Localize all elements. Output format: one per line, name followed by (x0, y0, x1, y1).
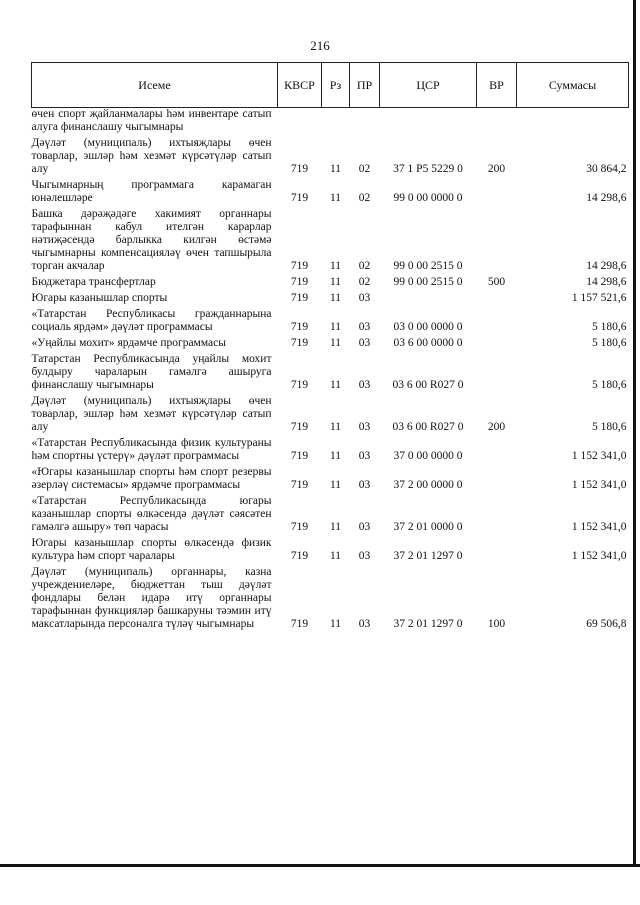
cell-vr (477, 108, 517, 138)
cell-csr: 37 0 00 0000 0 (393, 450, 463, 462)
cell-sum: 1 157 521,6 (571, 292, 627, 304)
cell-sum: 5 180,6 (592, 421, 627, 433)
cell-csr: 37 2 01 1297 0 (393, 550, 463, 562)
cell-vr (477, 292, 517, 308)
header-name: Исеме (32, 63, 278, 108)
cell-rz: 11 (329, 276, 342, 288)
budget-table (31, 62, 629, 634)
cell-kvsr: 719 (290, 163, 309, 175)
cell-kvsr: 719 (290, 521, 309, 533)
cell-kvsr: 719 (290, 337, 309, 349)
header-pr: ПР (350, 63, 380, 108)
cell-csr: 37 2 01 0000 0 (393, 521, 463, 533)
cell-csr: 37 2 00 0000 0 (393, 479, 463, 491)
cell-pr: 03 (358, 292, 371, 304)
cell-pr: 03 (358, 337, 371, 349)
table-row (32, 566, 629, 634)
table-row (32, 292, 629, 308)
cell-vr (477, 537, 517, 566)
cell-csr: 99 0 00 2515 0 (393, 276, 463, 288)
cell-pr: 02 (358, 276, 371, 288)
cell-pr: 03 (358, 521, 371, 533)
table-row (32, 208, 629, 276)
cell-kvsr: 719 (290, 260, 309, 272)
cell-kvsr: 719 (290, 321, 309, 333)
cell-csr (380, 292, 477, 308)
header-rz: Рз (322, 63, 350, 108)
cell-pr: 03 (358, 618, 371, 630)
cell-kvsr: 719 (290, 450, 309, 462)
cell-rz: 11 (329, 321, 342, 333)
cell-name: Татарстан Республикасында уңайлы мохит булдыру чараларын гамәлгә ашыруга финанслашу чыгымнары (31, 353, 272, 391)
cell-rz: 11 (329, 260, 342, 272)
cell-csr: 03 6 00 R027 0 (392, 379, 464, 391)
cell-pr: 02 (358, 260, 371, 272)
cell-csr: 37 2 01 1297 0 (393, 618, 463, 630)
table-row (32, 276, 629, 292)
cell-kvsr: 719 (290, 550, 309, 562)
cell-vr (477, 495, 517, 537)
cell-pr: 02 (358, 192, 371, 204)
cell-vr (477, 308, 517, 337)
cell-rz: 11 (329, 521, 342, 533)
cell-pr: 03 (358, 550, 371, 562)
cell-pr: 02 (358, 163, 371, 175)
cell-rz: 11 (329, 479, 342, 491)
table-row (32, 137, 629, 179)
cell-csr: 99 0 00 0000 0 (393, 192, 463, 204)
cell-name: Дәүләт (муниципаль) ихтыяҗлары өчен товарлар, эшләр һәм хезмәт күрсәтүләр сатып алу (31, 395, 272, 433)
cell-name: өчен спорт җайланмалары һәм инвентаре сатып алуга финанслашу чыгымнары (31, 108, 272, 133)
cell-kvsr: 719 (290, 192, 309, 204)
cell-name: «Татарстан Республикасында физик культураны һәм спортны үстерү» дәүләт программасы (31, 437, 272, 462)
cell-rz: 11 (329, 421, 342, 433)
cell-pr (350, 108, 380, 138)
cell-name: «Татарстан Республикасында югары казанышлар спорты өлкәсендә дәүләт сәясәтен гамәлгә ашыру» төп чарасы (31, 495, 272, 533)
cell-name: Башка дәрәҗәдәге хакимият органнары тарафыннан кабул ителгән карарлар нәтиҗәсендә барлыкка килгән өстәмә чыгымнарны компенсацияләү өчен тапшырыла торган акчалар (31, 208, 272, 272)
cell-kvsr: 719 (290, 379, 309, 391)
page-number: 216 (310, 38, 330, 53)
cell-sum: 14 298,6 (586, 192, 627, 204)
cell-name: «Югары казанышлар спорты һәм спорт резервы әзерләү системасы» ярдәмче программасы (31, 466, 272, 491)
cell-kvsr: 719 (290, 276, 309, 288)
cell-vr (477, 437, 517, 466)
cell-vr (477, 353, 517, 395)
cell-vr (477, 337, 517, 353)
cell-kvsr: 719 (290, 618, 309, 630)
cell-pr: 03 (358, 450, 371, 462)
cell-sum (517, 108, 629, 138)
cell-vr: 200 (487, 421, 506, 433)
page-edge-border (633, 0, 636, 866)
cell-rz: 11 (329, 379, 342, 391)
cell-name: Дәүләт (муниципаль) ихтыяҗлары өчен товарлар, эшләр һәм хезмәт күрсәтүләр сатып алу (31, 137, 272, 175)
cell-name: «Уңайлы мохит» ярдәмче программасы (31, 337, 226, 349)
table-header (32, 63, 629, 108)
cell-vr: 500 (487, 276, 506, 288)
cell-vr (477, 208, 517, 276)
table-row (32, 466, 629, 495)
cell-name: Бюджетара трансфертлар (31, 276, 156, 288)
cell-sum: 14 298,6 (586, 276, 627, 288)
cell-vr (477, 466, 517, 495)
table-row (32, 108, 629, 138)
header-csr: ЦСР (380, 63, 477, 108)
table-row (32, 308, 629, 337)
cell-csr: 37 1 P5 5229 0 (393, 163, 463, 175)
page-bottom-rule (0, 864, 640, 867)
table-body (32, 108, 629, 635)
cell-pr: 03 (358, 321, 371, 333)
cell-name: Югары казанышлар спорты өлкәсендә физик культура һәм спорт чаралары (31, 537, 272, 562)
table-row (32, 353, 629, 395)
cell-sum: 5 180,6 (592, 337, 627, 349)
cell-pr: 03 (358, 379, 371, 391)
cell-vr: 100 (487, 618, 506, 630)
header-sum: Суммасы (517, 63, 629, 108)
cell-sum: 14 298,6 (586, 260, 627, 272)
cell-vr (477, 179, 517, 208)
cell-sum: 1 152 341,0 (571, 521, 627, 533)
cell-rz: 11 (329, 450, 342, 462)
cell-rz: 11 (329, 550, 342, 562)
table-row (32, 495, 629, 537)
cell-csr: 99 0 00 2515 0 (393, 260, 463, 272)
cell-name: Дәүләт (муниципаль) органнары, казна учреждениеләре, бюджеттан тыш дәүләт фондлары белән идарә итү органнары тарафыннан функцияләр башкаруны тәэмин итү максатларында персоналга түләү чыгымнары (31, 566, 272, 630)
table-row (32, 337, 629, 353)
cell-rz: 11 (329, 618, 342, 630)
cell-sum: 1 152 341,0 (571, 479, 627, 491)
cell-name: Югары казанышлар спорты (31, 292, 168, 304)
cell-rz: 11 (329, 337, 342, 349)
cell-kvsr: 719 (290, 479, 309, 491)
cell-sum: 69 506,8 (586, 618, 627, 630)
table-row (32, 395, 629, 437)
cell-rz: 11 (329, 163, 342, 175)
cell-rz: 11 (329, 192, 342, 204)
cell-sum: 1 152 341,0 (571, 450, 627, 462)
cell-csr: 03 6 00 0000 0 (393, 337, 463, 349)
cell-name: «Татарстан Республикасы гражданнарына социаль ярдәм» дәүләт программасы (31, 308, 272, 333)
cell-csr: 03 6 00 R027 0 (392, 421, 464, 433)
cell-name: Чыгымнарның программага карамаган юнәлешләре (31, 179, 272, 204)
cell-kvsr: 719 (290, 292, 309, 304)
header-kvsr: КВСР (278, 63, 322, 108)
cell-pr: 03 (358, 479, 371, 491)
cell-vr: 200 (487, 163, 506, 175)
cell-sum: 5 180,6 (592, 379, 627, 391)
cell-kvsr (278, 108, 322, 138)
cell-kvsr: 719 (290, 421, 309, 433)
table-row (32, 537, 629, 566)
cell-rz (322, 108, 350, 138)
cell-csr: 03 0 00 0000 0 (393, 321, 463, 333)
table-row (32, 437, 629, 466)
cell-pr: 03 (358, 421, 371, 433)
cell-csr (380, 108, 477, 138)
cell-sum: 30 864,2 (586, 163, 627, 175)
table-row (32, 179, 629, 208)
cell-sum: 1 152 341,0 (571, 550, 627, 562)
cell-rz: 11 (329, 292, 342, 304)
header-vr: ВР (477, 63, 517, 108)
cell-sum: 5 180,6 (592, 321, 627, 333)
